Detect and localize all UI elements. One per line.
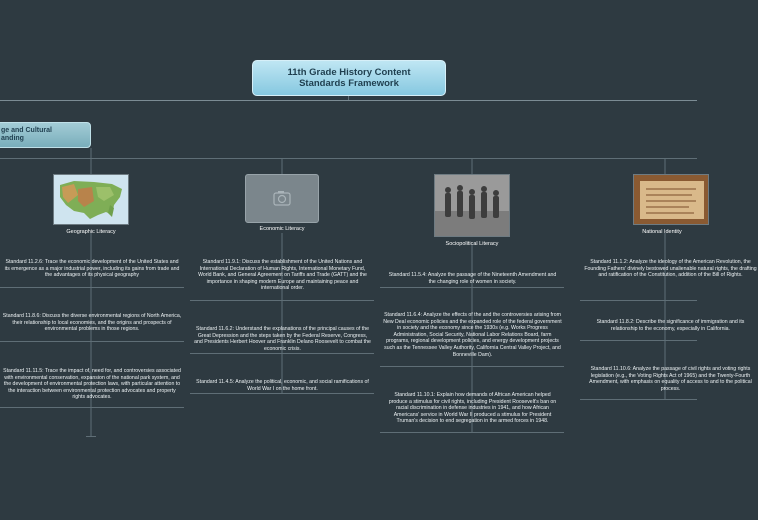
- constitution-document-image: [633, 174, 709, 225]
- central-topic-title-line1: 11th Grade History Content: [287, 67, 411, 78]
- topic-sociopolitical-literacy[interactable]: [427, 174, 517, 247]
- central-topic-node[interactable]: [252, 60, 446, 96]
- standard-11-9-1[interactable]: Standard 11.9.1: Discuss the establishment of the United Nations and International Declaration of Human Rights, International Monetary Fund, World Bank, and General Agreement on Tariffs and Trade (GATT) and the importance in shaping modern Europe and maintaining peace and international order.: [198, 259, 367, 292]
- topic-economic-literacy[interactable]: [237, 226, 327, 232]
- standard-11-8-6[interactable]: Standard 11.8.6: Discuss the diverse environmental regions of North America, their relationship to local economies, and the origins and prospects of environmental problems in those regions.: [2, 313, 182, 333]
- camera-placeholder-image: [245, 174, 319, 223]
- topic-label: Geographic Literacy: [66, 229, 116, 235]
- topic-geographic-literacy[interactable]: [46, 174, 136, 235]
- topic-label: Economic Literacy: [259, 226, 305, 232]
- topic-national-identity[interactable]: [620, 174, 710, 235]
- soldiers-photo-image: [434, 174, 510, 237]
- central-topic-title-line2: Standards Framework: [299, 78, 399, 89]
- standard-11-11-5[interactable]: Standard 11.11.5: Trace the impact of, need for, and controversies associated with environmental conservation, expansion of the national park system, and the development of environmental protection laws, with particular attention to the interaction between environmental protection advocates and property rights advocates.: [3, 368, 181, 401]
- standard-11-4-5[interactable]: Standard 11.4.5: Analyze the political, economic, and social ramifications of World War I on the home front.: [196, 379, 369, 392]
- standard-11-5-4[interactable]: Standard 11.5.4: Analyze the passage of the Nineteenth Amendment and the changing role of women in society.: [388, 272, 557, 285]
- standard-11-10-1[interactable]: Standard 11.10.1: Explain how demands of African American helped produce a stimulus for civil rights, including President Roosevelt's ban on racial discrimination in defense industries in 1941, and how African Americans' service in World War II produced a stimulus for President Truman's decision to end segregation in the armed forces in 1948.: [388, 392, 557, 425]
- standard-11-1-2[interactable]: Standard 11.1.2: Analyze the ideology of the American Revolution, the Founding Fathers' divinely bestowed unalienable natural rights, the drafting and ratification of the Constitution, addition of the Bill of Rights.: [584, 259, 757, 279]
- standard-11-2-6[interactable]: Standard 11.2.6: Trace the economic development of the United States and its emergence as a major industrial power, including its gains from trade and the advantages of its physical geography: [4, 259, 180, 279]
- camera-icon: [246, 175, 318, 222]
- branch-label-line1: ge and Cultural: [1, 126, 52, 134]
- topic-label: Sociopolitical Literacy: [445, 241, 499, 247]
- us-map-image: [53, 174, 129, 225]
- standard-11-10-6[interactable]: Standard 11.10.6: Analyze the passage of civil rights and voting rights legislation (e.g., the Voting Rights Act of 1965) and the Twenty-Fourth Amendment, with emphasis on equality of access to and to the political process.: [589, 366, 752, 392]
- topic-label: National Identity: [642, 229, 682, 235]
- standard-11-6-4[interactable]: Standard 11.6.4: Analyze the effects of the and the controversies arising from New Deal economic policies and the expanded role of the federal government in society and the economy since the 1930s (e.g. Works Progress Administration, Social Security, National Labor Relations Board, farm programs, regional development policies, and energy development projects such as the Tennessee Valley Authority, California Central Valley Project, and Bonneville Dam).: [383, 312, 562, 358]
- branch-node[interactable]: [0, 122, 91, 148]
- standard-11-6-2[interactable]: Standard 11.6.2: Understand the explanations of the principal causes of the Great Depression and the steps taken by the Federal Reserve, Congress, and Presidents Herbert Hoover and Franklin Delano Roosevelt to combat the economic crisis.: [194, 326, 371, 352]
- branch-label-line2: anding: [1, 135, 24, 142]
- standard-11-8-2[interactable]: Standard 11.8.2: Describe the significance of immigration and its relationship to the economy, especially in California.: [596, 319, 745, 332]
